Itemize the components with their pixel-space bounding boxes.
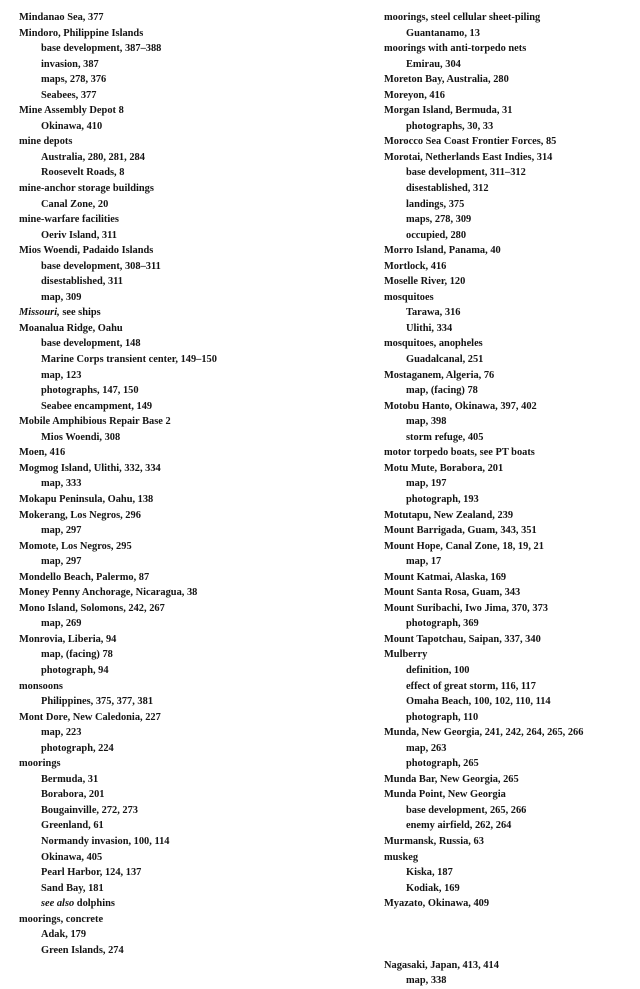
index-subentry	[19, 72, 359, 88]
index-entry-text: Mogmog Island, Ulithi, 332, 334	[19, 462, 161, 474]
index-entry	[384, 72, 634, 88]
index-subentry	[19, 663, 359, 679]
index-entry-text: storm refuge, 405	[406, 431, 484, 443]
index-subentry	[19, 383, 359, 399]
index-subentry	[19, 787, 359, 803]
index-entry	[384, 523, 634, 539]
index-entry-text: mosquitoes	[384, 291, 434, 303]
index-entry	[384, 41, 634, 57]
index-entry	[384, 850, 634, 866]
index-entry	[384, 368, 634, 384]
index-entry-text: Greenland, 61	[41, 820, 104, 832]
index-entry	[384, 539, 634, 555]
index-entry-text: Moreyon, 416	[384, 89, 445, 101]
index-entry	[384, 445, 634, 461]
index-entry-text: Mondello Beach, Palermo, 87	[19, 571, 150, 583]
index-subentry	[19, 165, 359, 181]
index-subentry	[384, 554, 634, 570]
index-subentry	[384, 492, 634, 508]
index-entry	[384, 10, 634, 26]
index-entry	[384, 134, 634, 150]
index-subentry	[19, 352, 359, 368]
index-subentry	[19, 368, 359, 384]
index-entry-text: Money Penny Anchorage, Nicaragua, 38	[19, 587, 198, 599]
index-subentry	[19, 228, 359, 244]
index-entry-text: Motobu Hanto, Okinawa, 397, 402	[384, 400, 537, 412]
index-entry-text: dolphins	[74, 898, 115, 910]
index-entry-text: landings, 375	[406, 198, 465, 210]
index-subentry	[384, 57, 634, 73]
index-subentry	[19, 818, 359, 834]
index-subentry	[384, 818, 634, 834]
index-entry-text: Mortlock, 416	[384, 260, 447, 272]
index-entry-text: mine depots	[19, 136, 73, 148]
index-entry-text: invasion, 387	[41, 58, 99, 70]
index-subentry	[19, 647, 359, 663]
index-entry	[384, 585, 634, 601]
index-entry-text: map, 17	[406, 556, 442, 568]
index-entry-text: moorings with anti-torpedo nets	[384, 43, 527, 55]
index-entry-text: Mokerang, Los Negros, 296	[19, 509, 141, 521]
index-subentry	[384, 865, 634, 881]
letter-section-gap	[384, 912, 634, 958]
index-subentry	[19, 197, 359, 213]
index-subentry	[384, 414, 634, 430]
index-entry-text: see ships	[59, 307, 101, 319]
index-entry-text: moorings	[19, 758, 61, 770]
index-entry-text: Morgan Island, Bermuda, 31	[384, 105, 513, 117]
index-entry	[19, 321, 359, 337]
index-entry-text: photographs, 30, 33	[406, 120, 494, 132]
index-entry	[384, 508, 634, 524]
index-entry-text: muskeg	[384, 851, 419, 863]
index-subentry	[19, 476, 359, 492]
index-entry-text: photograph, 224	[41, 742, 114, 754]
index-entry-italic: see also	[41, 898, 75, 910]
index-entry-text: map, 309	[41, 291, 82, 303]
index-entry-text: Mount Hope, Canal Zone, 18, 19, 21	[384, 540, 544, 552]
index-subentry	[19, 834, 359, 850]
index-entry	[384, 103, 634, 119]
index-entry-text: Moen, 416	[19, 447, 66, 459]
index-entry-text: Adak, 179	[41, 929, 87, 941]
index-entry-text: Australia, 280, 281, 284	[41, 151, 145, 163]
index-entry	[19, 508, 359, 524]
index-subentry	[19, 57, 359, 73]
index-subentry	[19, 336, 359, 352]
index-entry-text: map, 398	[406, 416, 447, 428]
index-entry-text: effect of great storm, 116, 117	[406, 680, 536, 692]
index-entry-text: map, 269	[41, 618, 82, 630]
index-entry-text: Emirau, 304	[406, 58, 461, 70]
index-entry-text: base development, 311–312	[406, 167, 526, 179]
index-subentry	[384, 352, 634, 368]
index-entry	[384, 259, 634, 275]
index-subentry	[19, 274, 359, 290]
index-subentry	[19, 865, 359, 881]
index-entry	[19, 912, 359, 928]
index-entry-text: Munda Bar, New Georgia, 265	[384, 773, 519, 785]
index-entry-text: Roosevelt Roads, 8	[41, 167, 125, 179]
index-entry-text: map, 197	[406, 478, 447, 490]
index-entry	[19, 10, 359, 26]
index-entry	[19, 212, 359, 228]
index-subentry	[384, 119, 634, 135]
index-subentry	[384, 881, 634, 897]
index-entry-text: Mindanao Sea, 377	[19, 12, 104, 23]
index-subentry	[384, 973, 634, 989]
index-entry-text: Normandy invasion, 100, 114	[41, 835, 170, 847]
index-entry	[19, 539, 359, 555]
index-entry	[19, 134, 359, 150]
index-subentry	[384, 165, 634, 181]
index-entry-text: Mont Dore, New Caledonia, 227	[19, 711, 161, 723]
index-subentry	[19, 523, 359, 539]
index-subentry	[19, 554, 359, 570]
index-entry-text: photograph, 110	[406, 711, 479, 723]
index-entry-text: Okinawa, 405	[41, 851, 103, 863]
index-entry	[19, 181, 359, 197]
index-entry-text: map, (facing) 78	[41, 649, 113, 661]
index-entry-text: Munda, New Georgia, 241, 242, 264, 265, 266	[384, 727, 584, 739]
index-entry-text: Morro Island, Panama, 40	[384, 245, 501, 257]
index-entry-text: Philippines, 375, 377, 381	[41, 696, 154, 708]
index-subentry	[384, 663, 634, 679]
index-entry	[384, 632, 634, 648]
index-entry-text: map, (facing) 78	[406, 385, 478, 397]
index-column-right	[384, 10, 634, 989]
index-entry-text: Mine Assembly Depot 8	[19, 105, 124, 117]
index-entry	[384, 290, 634, 306]
index-entry-text: Okinawa, 410	[41, 120, 103, 132]
index-subentry	[384, 26, 634, 42]
index-entry	[19, 305, 359, 321]
index-entry	[384, 274, 634, 290]
index-entry	[384, 601, 634, 617]
index-subentry	[19, 881, 359, 897]
index-entry-text: base development, 308–311	[41, 260, 161, 272]
index-entry-text: Momote, Los Negros, 295	[19, 540, 132, 552]
index-entry-text: Tarawa, 316	[406, 307, 461, 319]
index-subentry	[384, 694, 634, 710]
index-entry-text: Ulithi, 334	[406, 322, 453, 334]
index-subentry	[384, 197, 634, 213]
index-entry-text: Monrovia, Liberia, 94	[19, 633, 117, 645]
index-entry-text: maps, 278, 309	[406, 214, 472, 226]
index-entry-text: Guantanamo, 13	[406, 27, 480, 39]
index-entry-text: definition, 100	[406, 664, 470, 676]
index-subentry	[19, 772, 359, 788]
index-entry-text: Moreton Bay, Australia, 280	[384, 74, 509, 86]
index-entry-text: Morocco Sea Coast Frontier Forces, 85	[384, 136, 557, 148]
index-entry	[384, 647, 634, 663]
index-entry-text: Pearl Harbor, 124, 137	[41, 867, 142, 879]
index-subentry	[384, 383, 634, 399]
index-entry	[19, 461, 359, 477]
index-entry-text: map, 297	[41, 525, 82, 537]
index-entry-text: Mount Katmai, Alaska, 169	[384, 571, 507, 583]
index-entry-text: photograph, 94	[41, 664, 109, 676]
index-entry-text: Bougainville, 272, 273	[41, 804, 138, 816]
index-subentry	[19, 41, 359, 57]
index-entry-text: map, 297	[41, 556, 82, 568]
index-entry-text: enemy airfield, 262, 264	[406, 820, 512, 832]
index-subentry	[384, 228, 634, 244]
index-subentry	[384, 679, 634, 695]
index-entry-text: Mono Island, Solomons, 242, 267	[19, 602, 165, 614]
index-entry-text: Nagasaki, Japan, 413, 414	[384, 959, 499, 971]
index-entry-text: Mount Barrigada, Guam, 343, 351	[384, 525, 537, 537]
index-entry-text: Moselle River, 120	[384, 276, 466, 288]
index-entry-text: occupied, 280	[406, 229, 467, 241]
index-entry-text: mine-warfare facilities	[19, 214, 119, 226]
index-entry-text: Moanalua Ridge, Oahu	[19, 322, 123, 334]
index-entry-text: photograph, 265	[406, 758, 479, 770]
index-entry	[19, 414, 359, 430]
index-entry	[384, 150, 634, 166]
index-subentry	[384, 803, 634, 819]
index-entry	[19, 585, 359, 601]
index-entry-text: Kodiak, 169	[406, 882, 460, 894]
index-entry-text: Oeriv Island, 311	[41, 229, 117, 241]
index-entry-text: moorings, steel cellular sheet-piling	[384, 12, 541, 23]
index-entry-text: moorings, concrete	[19, 913, 104, 925]
index-entry-text: Canal Zone, 20	[41, 198, 109, 210]
index-entry-text: Motutapu, New Zealand, 239	[384, 509, 514, 521]
index-entry-text: mosquitoes, anopheles	[384, 338, 483, 350]
index-entry	[384, 570, 634, 586]
index-entry	[19, 26, 359, 42]
index-subentry	[19, 850, 359, 866]
index-entry-text: disestablished, 312	[406, 183, 489, 195]
index-entry-text: base development, 387–388	[41, 43, 162, 55]
index-subentry	[19, 694, 359, 710]
index-entry-text: Mulberry	[384, 649, 428, 661]
index-subentry	[19, 399, 359, 415]
index-entry-text: Mount Suribachi, Iwo Jima, 370, 373	[384, 602, 548, 614]
index-entry-text: photograph, 369	[406, 618, 479, 630]
index-entry-text: maps, 278, 376	[41, 74, 107, 86]
index-subentry	[384, 321, 634, 337]
index-subentry	[19, 616, 359, 632]
index-entry-text: Motu Mute, Borabora, 201	[384, 462, 504, 474]
index-entry-text: Marine Corps transient center, 149–150	[41, 354, 217, 366]
index-subentry	[19, 150, 359, 166]
index-entry-text: map, 223	[41, 727, 82, 739]
index-entry-text: Mokapu Peninsula, Oahu, 138	[19, 493, 154, 505]
index-subentry	[384, 741, 634, 757]
index-entry-text: photograph, 193	[406, 493, 479, 505]
index-entry-text: Mount Tapotchau, Saipan, 337, 340	[384, 633, 541, 645]
index-entry-text: Guadalcanal, 251	[406, 354, 484, 366]
index-entry-text: base development, 265, 266	[406, 804, 527, 816]
index-entry	[19, 601, 359, 617]
index-entry-text: map, 123	[41, 369, 82, 381]
index-entry-text: Omaha Beach, 100, 102, 110, 114	[406, 696, 551, 708]
index-entry-text: Mount Santa Rosa, Guam, 343	[384, 587, 521, 599]
index-entry	[19, 243, 359, 259]
index-entry-text: mine-anchor storage buildings	[19, 183, 154, 195]
index-subentry	[384, 616, 634, 632]
index-entry	[19, 445, 359, 461]
index-subentry	[19, 943, 359, 959]
index-entry-text: Morotai, Netherlands East Indies, 314	[384, 151, 553, 163]
index-subentry	[19, 88, 359, 104]
index-entry	[384, 336, 634, 352]
index-subentry	[19, 119, 359, 135]
index-subentry	[384, 305, 634, 321]
index-column-left	[19, 10, 359, 958]
index-entry-text: Mindoro, Philippine Islands	[19, 27, 144, 39]
index-entry-text: map, 333	[41, 478, 82, 490]
index-subentry	[384, 710, 634, 726]
index-subentry	[384, 181, 634, 197]
index-subentry	[19, 896, 359, 912]
index-entry-text: Mios Woendi, 308	[41, 431, 121, 443]
index-entry-text: Myazato, Okinawa, 409	[384, 898, 490, 910]
index-subentry	[384, 212, 634, 228]
index-entry-text: Borabora, 201	[41, 789, 105, 801]
index-entry-text: Murmansk, Russia, 63	[384, 835, 484, 847]
index-entry-text: Mios Woendi, Padaido Islands	[19, 245, 154, 257]
index-entry-text: photographs, 147, 150	[41, 385, 139, 397]
index-entry	[19, 570, 359, 586]
index-entry	[384, 772, 634, 788]
index-subentry	[19, 927, 359, 943]
index-entry-text: Sand Bay, 181	[41, 882, 104, 894]
index-entry	[19, 679, 359, 695]
index-entry-text: base development, 148	[41, 338, 141, 350]
index-entry	[384, 896, 634, 912]
index-subentry	[19, 430, 359, 446]
index-entry	[19, 710, 359, 726]
index-subentry	[19, 259, 359, 275]
index-entry-text: Seabees, 377	[41, 89, 97, 101]
index-subentry	[384, 756, 634, 772]
index-entry-text: map, 263	[406, 742, 447, 754]
index-subentry	[19, 803, 359, 819]
index-entry-text: Mostaganem, Algeria, 76	[384, 369, 495, 381]
index-entry	[384, 725, 634, 741]
index-entry	[384, 461, 634, 477]
index-entry	[19, 756, 359, 772]
index-subentry	[19, 725, 359, 741]
index-entry-text: Bermuda, 31	[41, 773, 99, 785]
index-entry	[384, 834, 634, 850]
index-entry	[19, 103, 359, 119]
index-entry-text: map, 338	[406, 975, 447, 987]
index-entry-text: Seabee encampment, 149	[41, 400, 153, 412]
index-entry-text: monsoons	[19, 680, 63, 692]
index-subentry	[384, 430, 634, 446]
index-entry	[384, 399, 634, 415]
index-entry-text: Kiska, 187	[406, 867, 453, 879]
index-entry-text: Mobile Amphibious Repair Base 2	[19, 416, 171, 428]
index-entry-text: motor torpedo boats, see PT boats	[384, 447, 535, 459]
index-entry	[384, 958, 634, 974]
index-entry	[19, 632, 359, 648]
index-entry-text: Munda Point, New Georgia	[384, 789, 506, 801]
index-subentry	[19, 290, 359, 306]
index-entry	[384, 787, 634, 803]
index-entry	[384, 88, 634, 104]
index-entry	[384, 243, 634, 259]
index-subentry	[384, 476, 634, 492]
index-entry	[19, 492, 359, 508]
index-entry-text: disestablished, 311	[41, 276, 123, 288]
index-entry-italic: Missouri,	[19, 307, 60, 319]
index-subentry	[19, 741, 359, 757]
index-entry-text: Green Islands, 274	[41, 944, 124, 956]
